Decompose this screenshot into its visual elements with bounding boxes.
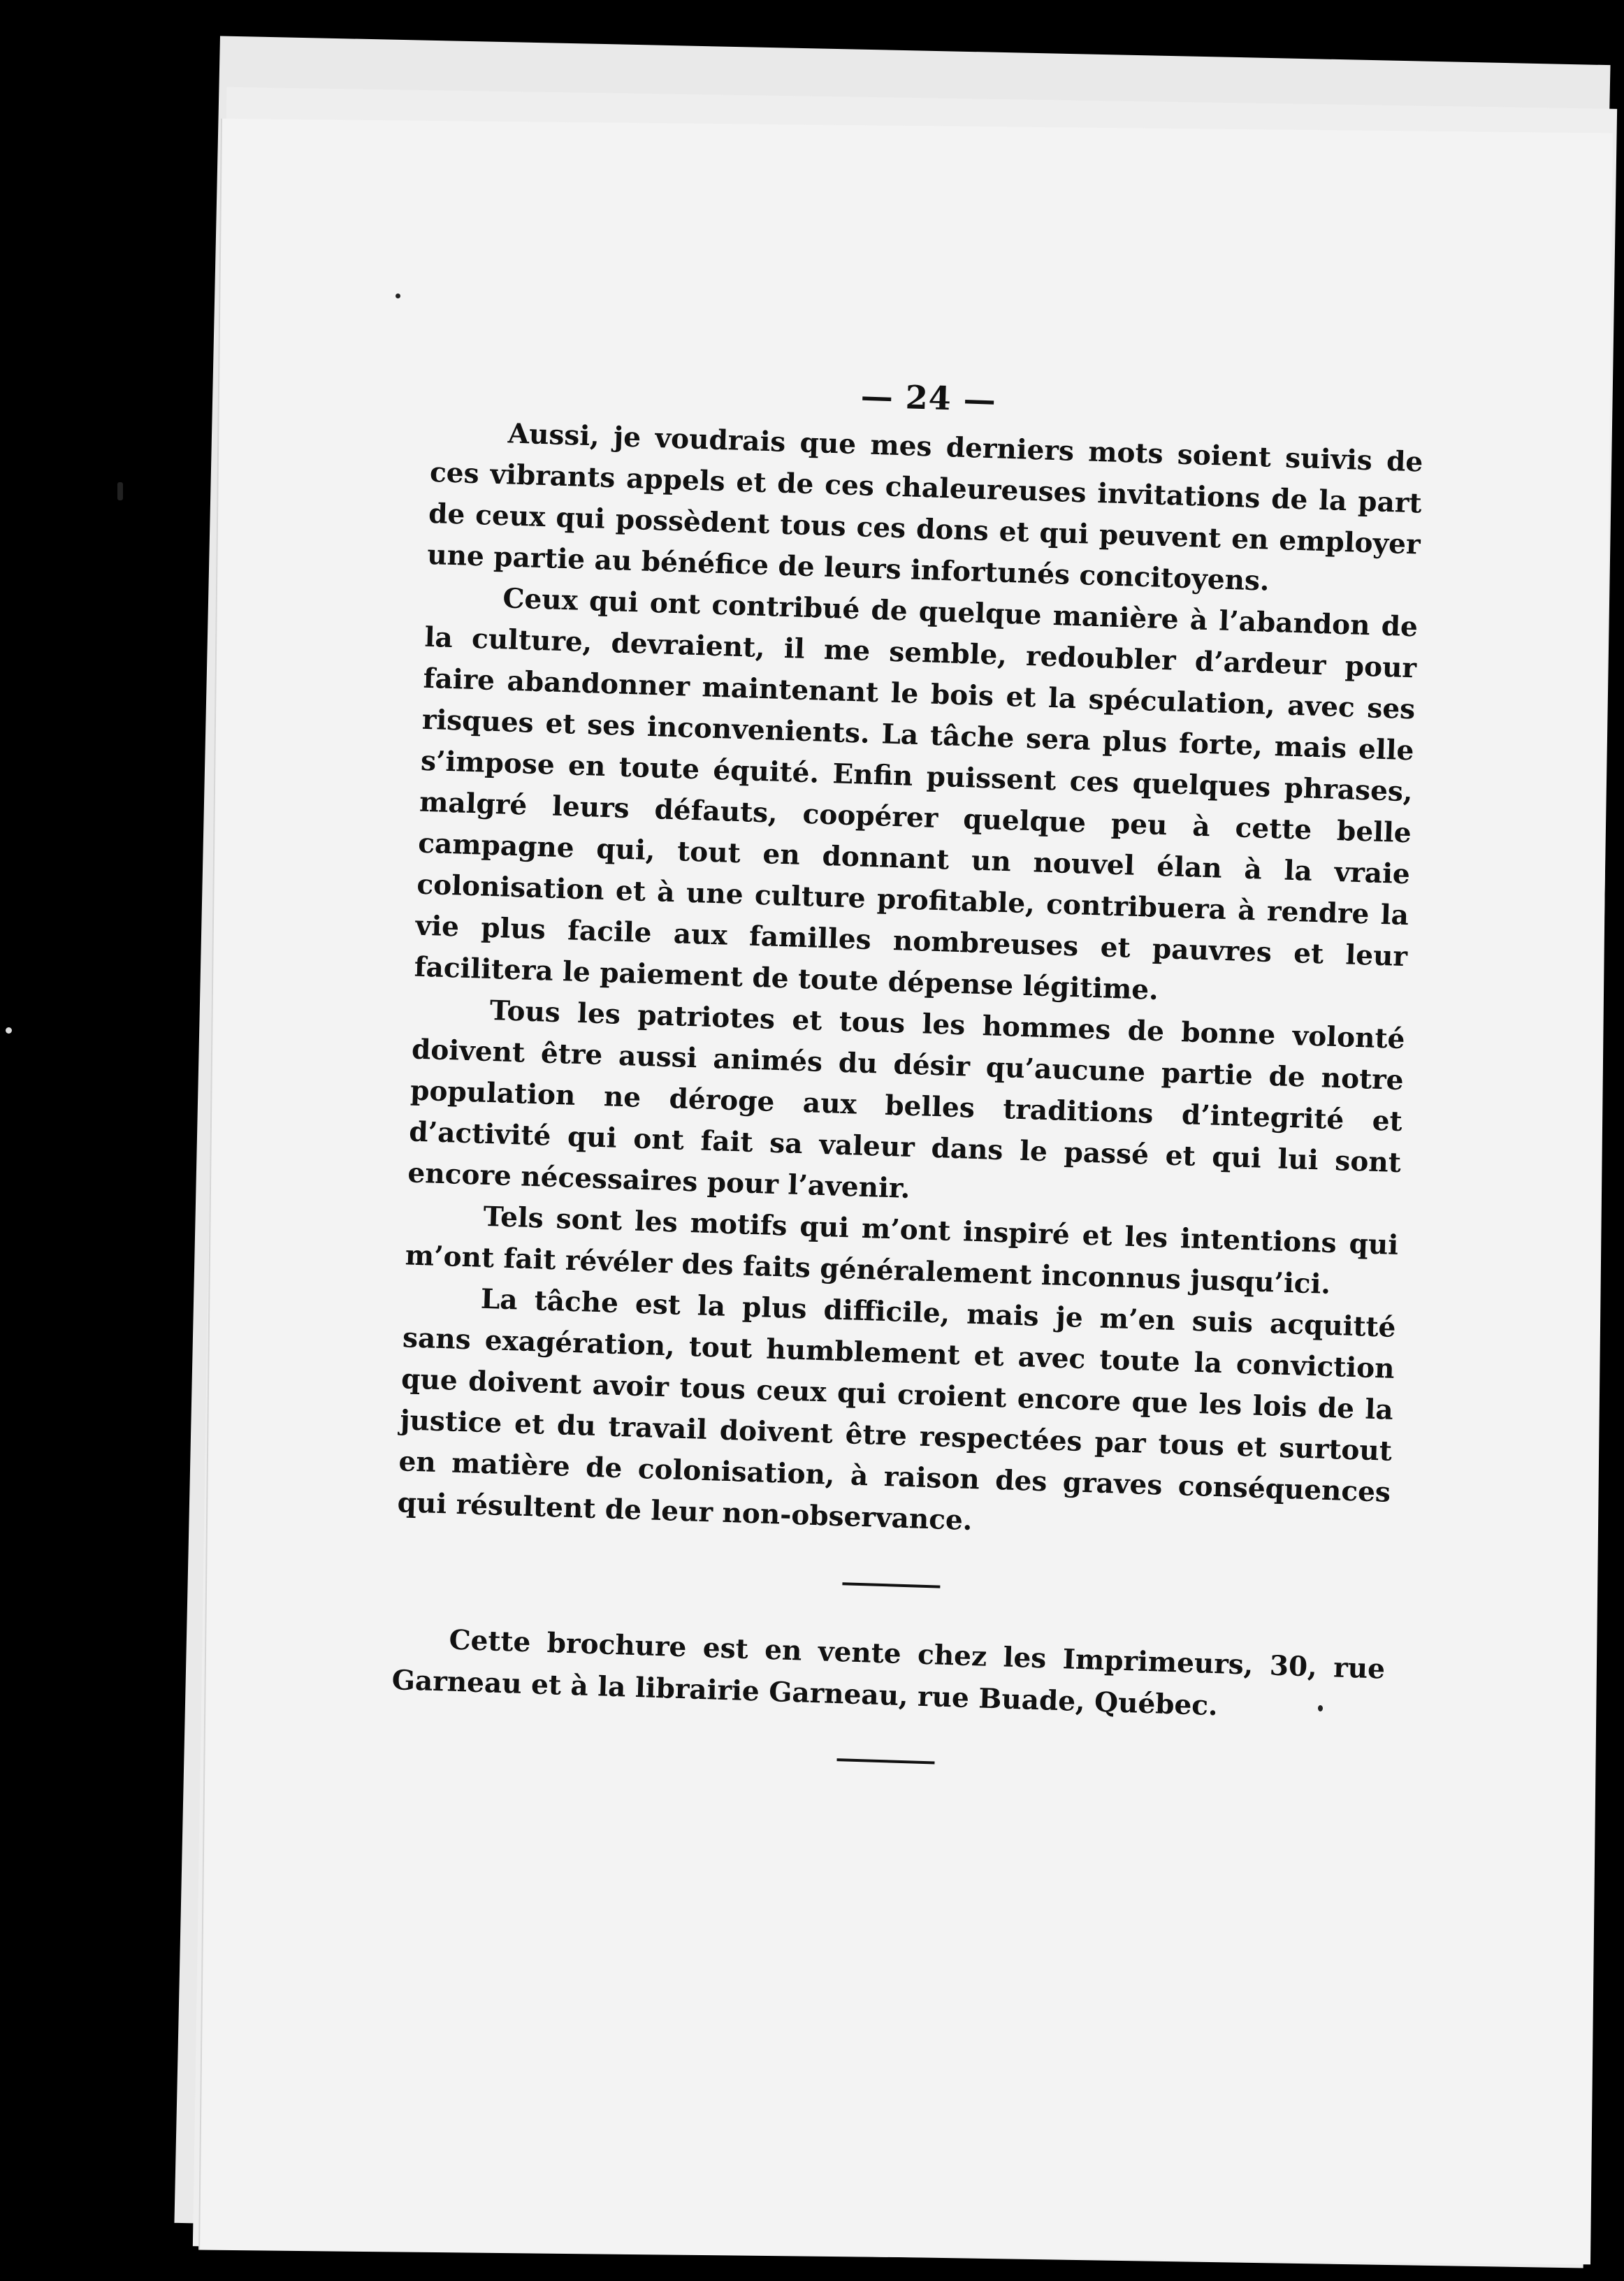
sales-notice: Cette brochure est en vente chez les Imprimeurs, 30, rue Garneau et à la librairie Garneau, rue Buade, Québec. xyxy=(391,1623,1386,1723)
page-number: — 24 — xyxy=(860,377,997,419)
dust-speck xyxy=(117,482,123,500)
body-text xyxy=(397,411,1423,1555)
paragraph: La tâche est la plus difficile, mais je m’en suis acquitté sans exagération, tout humblement et avec toute la conviction que doivent avoir tous ceux qui croient encore que les lois de la justice et du travail doivent être respectées par tous et surtout en matière de colonisation, à raison des graves conséquences qui résultent de leur non-observance. xyxy=(397,1282,1397,1537)
dust-speck xyxy=(6,1027,12,1034)
paragraph: Tous les patriotes et tous les hommes de bonne volonté doivent être aussi animés du désir qu’aucune partie de notre population ne déroge aux belles traditions d’integrité et d’activité qui ont fait sa valeur dans le passé et qui lui sont encore nécessaires pour l’avenir. xyxy=(407,994,1406,1205)
paragraph: Tels sont les motifs qui m’ont inspiré et les intentions qui m’ont fait révéler des faits généralement inconnus jusqu’ici. xyxy=(405,1200,1399,1301)
paragraph: Aussi, je voudrais que mes derniers mots soient suivis de ces vibrants appels et de ces chaleureuses invitations de la part de ceux qui possèdent tous ces dons et qui peuvent en employer une partie au bénéfice de leurs infortunés concitoyens. xyxy=(426,417,1423,598)
page-content xyxy=(389,363,1425,1792)
dust-speck xyxy=(396,294,400,298)
end-divider xyxy=(836,1758,934,1764)
paragraph: Ceux qui ont contribué de quelque manière à l’abandon de la culture, devraient, il me semble, redoubler d’ardeur pour faire abandonner maintenant le bois et la spéculation, avec ses risques et ses inconvenients. La tâche sera plus forte, mais elle s’impose en toute équité. Enfin puissent ces quelques phrases, malgré leurs défauts, coopérer quelque peu à cette belle campagne qui, tout en donnant un nouvel élan à la vraie colonisation et à une culture profitable, contribuera à rendre la vie plus facile aux familles nombreuses et pauvres et leur facilitera le paiement de toute dépense légitime. xyxy=(414,582,1419,1007)
section-divider xyxy=(842,1582,940,1588)
